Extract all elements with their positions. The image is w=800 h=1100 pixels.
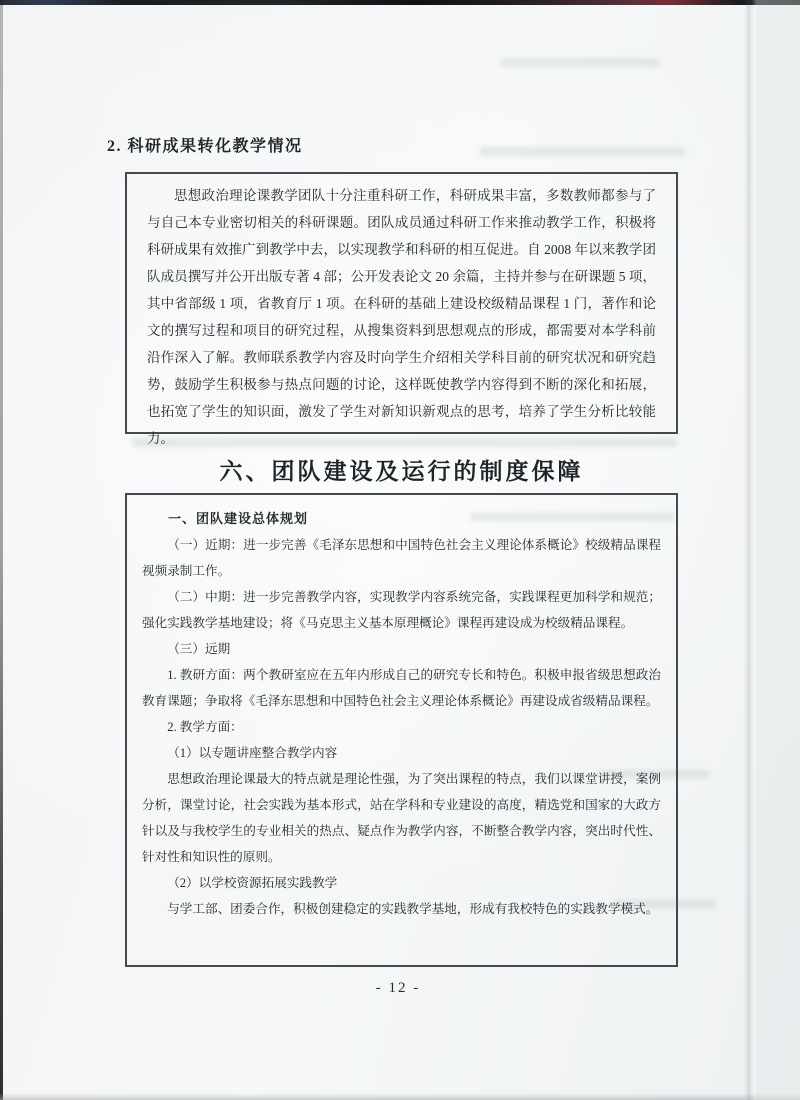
page-number: - 12 - — [375, 980, 421, 996]
team-plan-item-teaching: 2. 教学方面： — [167, 720, 243, 734]
paper-fold-shade — [756, 0, 800, 1100]
team-plan-item-practice-detail: 与学工部、团委合作，积极创建稳定的实践教学基地，形成有我校特色的实践教学模式。 — [167, 902, 659, 916]
bleedthrough-smudge — [500, 58, 660, 67]
team-section-heading: 六、团队建设及运行的制度保障 — [219, 458, 584, 484]
team-plan-item-near-term: （一）近期：进一步完善《毛泽东思想和中国特色社会主义理论体系概论》校级精品课程视频录制工作。 — [142, 538, 661, 578]
team-plan-item-long-term: （三）远期 — [167, 642, 231, 656]
team-plan-item-lecture-integration: （1）以专题讲座整合教学内容 — [167, 746, 338, 760]
scan-edge-left — [0, 0, 3, 1100]
scan-edge-bottom — [0, 1093, 800, 1100]
bleedthrough-smudge — [480, 147, 685, 156]
scan-edge-top — [0, 0, 800, 5]
research-section-heading: 2. 科研成果转化教学情况 — [107, 138, 303, 155]
team-plan-item-lecture-detail: 思想政治理论课最大的特点就是理论性强，为了突出课程的特点，我们以课堂讲授，案例分析，课堂讨论，社会实践为基本形式，站在学科和专业建设的高度，精选党和国家的大政方针以及与我校学生的专业相关的热点、疑点作为教学内容，不断整合教学内容，突出时代性、针对性和知识性的原则。 — [142, 772, 661, 864]
team-plan-subheading: 一、团队建设总体规划 — [168, 511, 309, 526]
team-plan-item-practice-teaching: （2）以学校资源拓展实践教学 — [167, 876, 338, 890]
team-plan-item-research: 1. 教研方面：两个教研室应在五年内形成自己的研究专长和特色。积极申报省级思想政治教育课题；争取将《毛泽东思想和中国特色社会主义理论体系概论》再建设成省级精品课程。 — [142, 668, 661, 708]
research-paragraph: 思想政治理论课教学团队十分注重科研工作，科研成果丰富，多数教师都参与了与自己本专业密切相关的科研课题。团队成员通过科研工作来推动教学工作，积极将科研成果有效推广到教学中去，以实现教学和科研的相互促进。自 2008 年以来教学团队成员撰写并公开出版专著 4 部；公开发表论文 20 余篇，主持并参与在研课题 5 项，其中省部级 1 项，省教育厅 1 项。在科研的基础上建设校级精品课程 1 门，著作和论文的撰写过程和项目的研究过程，从搜集资料到思想观点的形成，都需要对本学科前沿作深入了解。教师联系教学内容及时向学生介绍相关学科目前的研究状况和研究趋势，鼓励学生积极参与热点问题的讨论，这样既使教学内容得到不断的深化和拓展，也拓宽了学生的知识面，激发了学生对新知识新观点的思考，培养了学生分析比较能力。 — [147, 188, 656, 446]
team-plan-box — [125, 493, 678, 967]
team-plan-item-mid-term: （二）中期：进一步完善教学内容，实现教学内容系统完备，实践课程更加科学和规范；强化实践教学基地建设；将《马克思主义基本原理概论》课程再建设成为校级精品课程。 — [142, 590, 661, 630]
paper-fold-line — [744, 0, 756, 1100]
research-summary-box — [125, 172, 678, 446]
